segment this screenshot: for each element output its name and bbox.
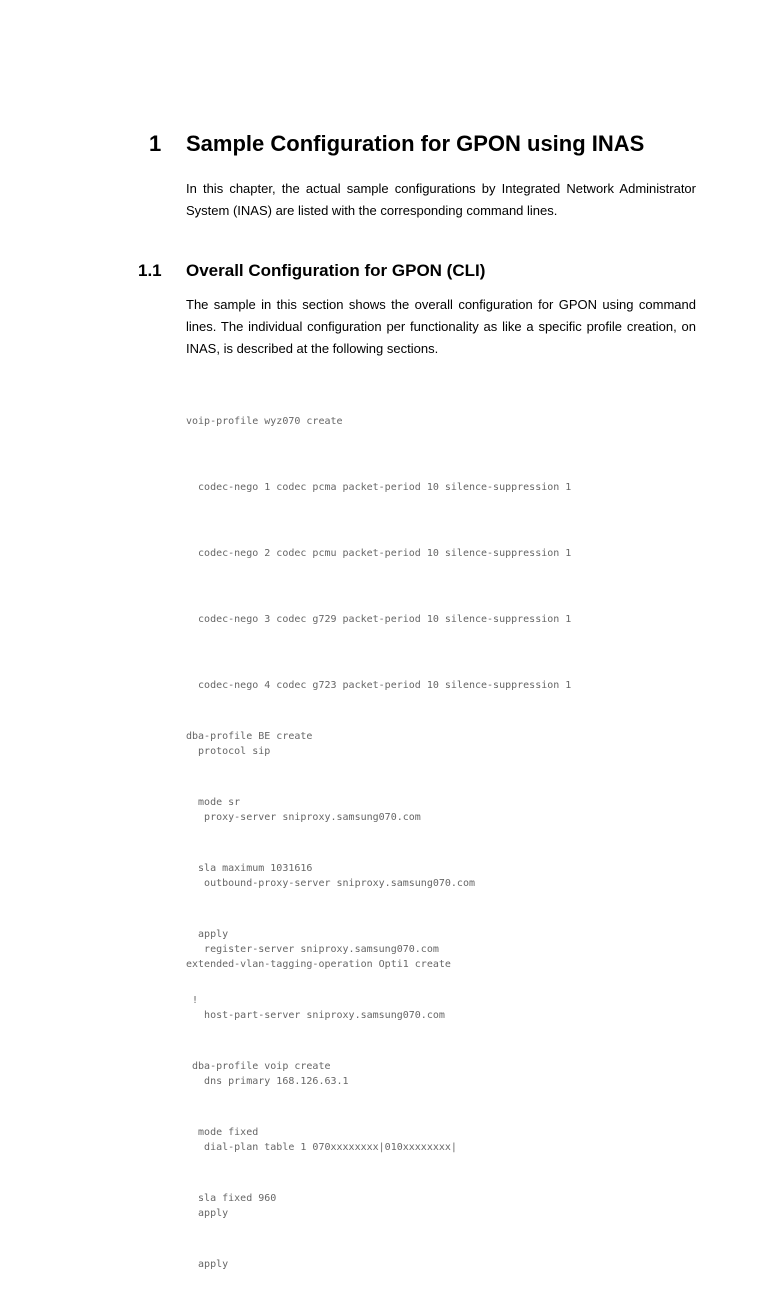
- code-line: sla fixed 960: [186, 1193, 277, 1204]
- code-line: !: [186, 995, 199, 1006]
- code-line: dial-plan table 1 070xxxxxxxx|010xxxxxxxx|: [186, 1142, 457, 1153]
- heading-1-number: 1: [149, 131, 162, 156]
- intro-paragraph: In this chapter, the actual sample configurations by Integrated Network Administrator System (INAS) are listed with the corresponding command lines.: [186, 181, 696, 218]
- code-line: codec-nego 1 codec pcma packet-period 10 silence-suppression 1: [186, 482, 572, 493]
- code-line: codec-nego 2 codec pcmu packet-period 10 silence-suppression 1: [186, 548, 572, 559]
- code-line: dba-profile BE create: [186, 731, 313, 742]
- code-line: outbound-proxy-server sniproxy.samsung070.com: [186, 878, 475, 889]
- code-line: host-part-server sniproxy.samsung070.com: [186, 1010, 445, 1021]
- heading-1-title: Sample Configuration for GPON using INAS: [186, 131, 645, 156]
- code-line: mode fixed: [186, 1127, 259, 1138]
- code-line: apply: [186, 1208, 229, 1219]
- code-line: register-server sniproxy.samsung070.com: [186, 944, 439, 955]
- code-line: extended-vlan-tagging-operation Opti1 create: [186, 959, 451, 970]
- code-line: codec-nego 3 codec g729 packet-period 10 silence-suppression 1: [186, 614, 572, 625]
- code-line: apply: [186, 929, 229, 940]
- heading-2-title: Overall Configuration for GPON (CLI): [186, 261, 486, 280]
- section-paragraph: The sample in this section shows the overall configuration for GPON using command lines. The individual configuration per functionality as like a specific profile creation, on INAS, is described at the following sections.: [186, 297, 696, 356]
- code-line: sla maximum 1031616: [186, 863, 313, 874]
- code-line: mode sr: [186, 797, 241, 808]
- heading-2-number: 1.1: [138, 261, 162, 280]
- heading-2: [0, 261, 768, 285]
- code-line: apply: [186, 1259, 229, 1270]
- code-line: protocol sip: [186, 746, 271, 757]
- code-line: voip-profile wyz070 create: [186, 416, 343, 427]
- code-line: dns primary 168.126.63.1: [186, 1076, 349, 1087]
- code-block-vlan-tagging: [186, 910, 451, 998]
- code-line: codec-nego 4 codec g723 packet-period 10 silence-suppression 1: [186, 680, 572, 691]
- code-line: dba-profile voip create: [186, 1061, 331, 1072]
- heading-1: [0, 131, 768, 161]
- code-line: proxy-server sniproxy.samsung070.com: [186, 812, 421, 823]
